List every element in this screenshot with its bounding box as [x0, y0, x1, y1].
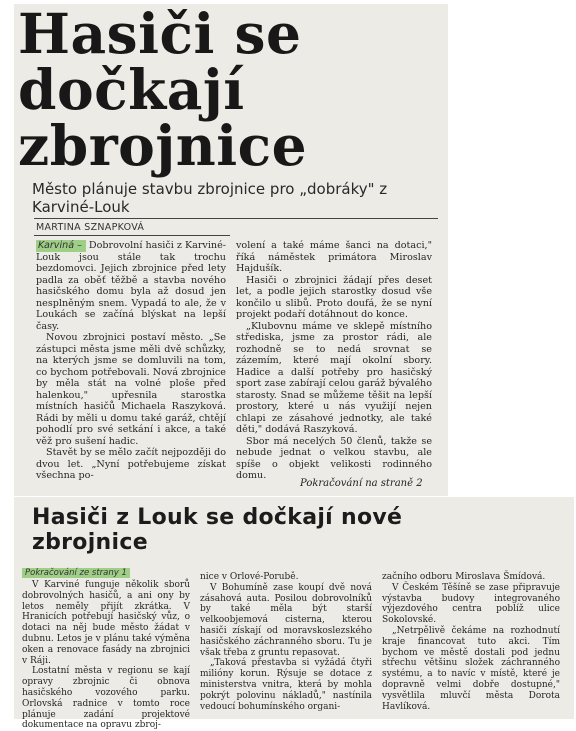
paragraph: Lostatní města v regionu se kají opravy zbrojnic či obnova hasičského vozového parku. Orlovská radnice v tomto roce plánuje zadání projektové dokumentace na opravu zbroj- — [22, 666, 190, 731]
continued-column-1 — [22, 580, 190, 731]
article-headline-continued: Hasiči z Louk se dočkají nové zbrojnice — [32, 505, 403, 555]
paragraph: V Českém Těšíně se zase připravuje výstavba budovy integrovaného výjezdového centra poblíž ulice Sokolovské. — [382, 582, 560, 626]
paragraph: „Taková přestavba si vyžádá čtyři milióny korun. Rýsuje se dotace z ministerstva vnitra, která by mohla pokrýt polovinu nákladů," nastínila vedoucí bohumínského organi- — [200, 658, 372, 712]
byline-divider — [34, 218, 438, 219]
paragraph: V Karviné funguje několik sborů dobrovolných hasičů, a ani ony by letos neměly přijít zkrátka. V Hranicích potřebují hasičský vůz, o dotaci na něj bude město žádat v dubnu. Letos je v plánu také výměna oken a renovace fasády na zbrojnici v Ráji. — [22, 580, 190, 666]
article-byline: MARTINA SZNAPKOVÁ — [36, 222, 145, 233]
dateline: Karviná – — [36, 240, 86, 252]
article-subheadline: Město plánuje stavbu zbrojnice pro „dobráky" z Karviné-Louk — [32, 180, 388, 216]
continued-note: Pokračování na straně 2 — [300, 478, 423, 489]
paragraph: Sbor má necelých 50 členů, takže se nebude jednat o velkou stavbu, ale spíše o objekt velikosti rodinného domu. — [236, 435, 432, 481]
paragraph: V Bohumíně zase koupí dvě nová zásahová auta. Posilou dobrovolníků by také měla být starší velkoobjemová cisterna, kterou hasiči získají od moravskoslezského hasičského záchranného sboru. Tu je však třeba z gruntu repasovat. — [200, 582, 372, 658]
continued-column-2 — [200, 572, 372, 712]
paragraph: začního odboru Miroslava Šmídová. — [382, 572, 546, 582]
continued-column-3 — [382, 572, 560, 712]
paragraph: Stavět by se mělo začít nejpozději do dvou let. „Nyní potřebujeme získat všechna po- — [36, 447, 226, 481]
paragraph: nice v Orlové-Porubě. — [200, 572, 299, 582]
article-headline: Hasiči se dočkají zbrojnice — [18, 1, 308, 178]
paragraph: „Klubovnu máme ve sklepě místního střediska, jsme za prostor rádi, ale rozhodně se to nedá srovnat se zázemím, které mají okolní sbory. Hadice a další potřeby pro hasičský sport zase zabírají celou garáž bývalého starosty. Snad se můžeme těšit na lepší prostory, které u nás využijí nejen chlapi ze zásahové jednotky, ale také děti," dodává Raszyková. — [236, 320, 432, 435]
paragraph: Hasiči o zbrojnici žádají přes deset let, a podle jejich starostky dosud vše končilo u slibů. Proto doufá, že se nyní projekt podaří dotáhnout do konce. — [236, 274, 432, 320]
article-column-2 — [236, 240, 432, 482]
paragraph: „Netrpělivě čekáme na rozhodnutí kraje financovat tuto akci. Tím bychom ve městě dostali pod jednu střechu většinu složek záchranného systému, a to navíc v místě, které je dopravně velmi dobře dostupné," vysvětlila mluvčí města Dorota Havlíková. — [382, 625, 560, 712]
continuation-label: Pokračování ze strany 1 — [22, 568, 130, 578]
paragraph: volení a také máme šanci na dotaci," říká náměstek primátora Miroslav Hajdušík. — [236, 240, 432, 274]
paragraph: Novou zbrojnici postaví město. „Se zástupci města jsme měli dvě schůzky, na kterých jsme se domluvili na tom, co bychom potřebovali. Nová zbrojnice by měla stát na volné ploše před halenkou," upřesnila starostka místních hasičů Michaela Raszyková. Rádi by měli u domu také garáž, chtějí pohodlí pro své setkání i akce, a také věž pro sušení hadic. — [36, 332, 226, 447]
byline-underline — [34, 235, 230, 236]
article-column-1 — [36, 240, 226, 482]
paragraph: Karviná – Dobrovolní hasiči z Karviné-Louk jsou stále tak trochu bezdomovci. Jejich zbrojnice před lety padla za oběť těžbě a stavba nového hasičského domu byla až dosud jen nesplněným snem. Vypadá to ale, že v Loukách se začíná blýskat na lepší časy. — [36, 240, 226, 332]
